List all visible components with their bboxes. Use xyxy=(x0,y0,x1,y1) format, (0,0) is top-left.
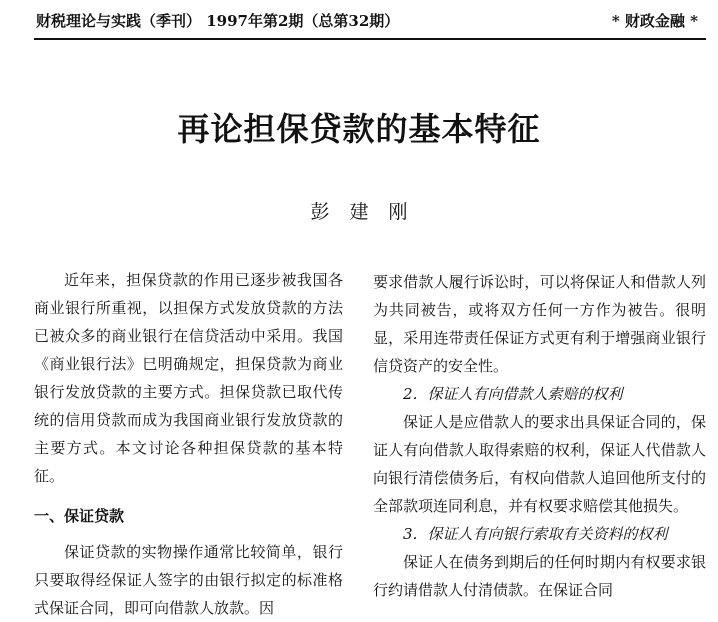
running-header xyxy=(36,10,704,32)
article-title: 再论担保贷款的基本特征 xyxy=(177,110,541,148)
header-rule xyxy=(34,38,706,40)
article-author: 彭建刚 xyxy=(310,201,428,223)
body-paragraph: 保证人在债务到期后的任何时期内有权要求银行约请借款人付清债款。在保证合同 xyxy=(373,553,706,599)
left-column xyxy=(34,266,343,622)
intro-paragraph: 近年来，担保贷款的作用已逐步被我国各商业银行所重视，以担保方式发放贷款的方法已被众多的商业银行在信贷活动中采用。我国《商业银行法》巳明确规定，担保贷款为商业银行发放贷款的主要方式。担保贷款已取代传统的信用贷款而成为我国商业银行发放贷款的主要方式。本文讨论各种担保贷款的基本特征。 xyxy=(34,271,343,485)
journal-info: 财税理论与实践（季刊） 1997年第2期（总第32期） xyxy=(36,12,400,30)
section-heading: 一、保证贷款 xyxy=(34,507,125,525)
body-paragraph: 保证人是应借款人的要求出具保证合同的，保证人有向借款人取得索赔的权利，保证人代借款人向银行清偿债务后，有权向借款人追回他所支付的全部款项连同利息，并有权要求赔偿其他损失。 xyxy=(373,413,706,515)
body-paragraph: 保证贷款的实物操作通常比较简单，银行只要取得经保证人签字的由银行拟定的标准格式保证合同，即可向借款人放款。因 xyxy=(34,543,343,617)
body-paragraph: 要求借款人履行诉讼时，可以将保证人和借款人列为共同被告，或将双方任何一方作为被告。很明显，采用连带责任保证方式更有利于增强商业银行信贷资产的安全性。 xyxy=(373,273,706,375)
section-label: * 财政金融 * xyxy=(611,12,698,30)
subsection-heading: 2．保证人有向借款人索赔的权利 xyxy=(403,385,623,403)
subsection-heading: 3．保证人有向银行索取有关资料的权利 xyxy=(403,525,668,543)
right-column xyxy=(373,268,706,604)
